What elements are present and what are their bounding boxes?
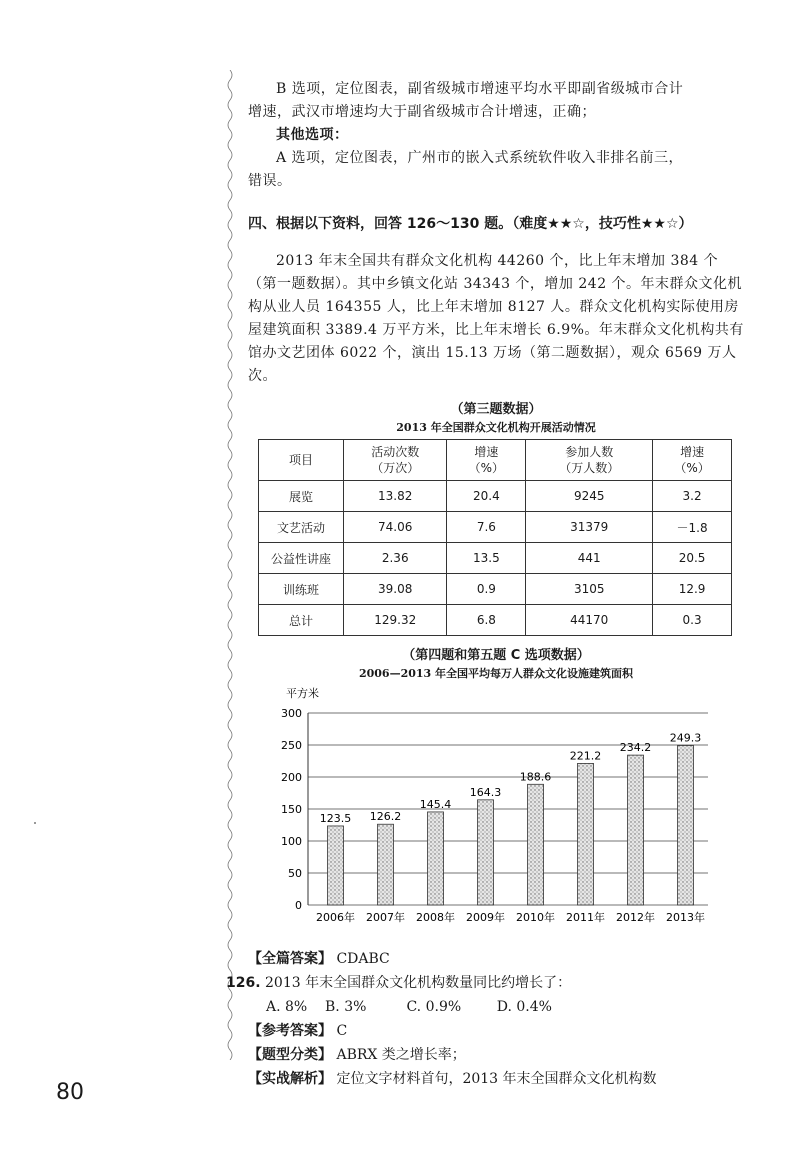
header-cell: 增速 （%）	[653, 440, 732, 481]
table-cell: 6.8	[447, 605, 526, 636]
question-126	[226, 971, 744, 995]
question-options: A. 8% B. 3% C. 0.9% D. 0.4%	[266, 999, 552, 1015]
analysis-line	[248, 1067, 744, 1091]
header-cell: 活动次数 （万次）	[344, 440, 447, 481]
section-heading: 四、根据以下资料，回答 126～130 题。（难度★★☆，技巧性★★☆）	[248, 216, 693, 232]
chart-caption: （第四题和第五题 C 选项数据）	[402, 648, 590, 663]
x-tick-label: 2012年	[616, 911, 655, 924]
bar	[678, 745, 694, 905]
stray-dot	[34, 822, 36, 824]
full-answer-line	[248, 947, 744, 971]
analysis-value: 定位文字材料首句，2013 年末全国群众文化机构数	[336, 1071, 657, 1087]
header-cell: 项目	[259, 440, 344, 481]
section-paragraph: 2013 年末全国共有群众文化机构 44260 个，比上年末增加 384 个（第一题数据）。其中乡镇文化站 34343 个，增加 242 个。年末群众文化机构从业人员 164355 人，比上年末增加 8127 人。群众文化机构实际使用房屋建筑面积 3389.4 万平方米，比上年末增长 6.9%。年末群众文化机构共有馆办文艺团体 6022 个，演出 15.13 万场（第二题数据），观众 6569 万人次。	[248, 253, 744, 384]
table-cell: 0.9	[447, 574, 526, 605]
a-option-line1: A 选项，定位图表，广州市的嵌入式系统软件收入非排名前三，	[276, 150, 684, 166]
table-cell: 9245	[526, 481, 653, 512]
y-tick-label: 200	[281, 771, 302, 784]
question-type-value: ABRX 类之增长率；	[336, 1047, 466, 1063]
b-option-line2: 增速，武汉市增速均大于副省级城市合计增速，正确；	[248, 104, 596, 120]
page-number: 80	[56, 1080, 84, 1105]
page-content	[226, 78, 744, 1091]
table-caption: （第三题数据）	[450, 402, 542, 417]
table-header-row	[259, 440, 732, 481]
x-tick-label: 2013年	[666, 911, 705, 924]
y-axis-label: 平方米	[286, 687, 319, 700]
table-row	[259, 605, 732, 636]
table-cell: 7.6	[447, 512, 526, 543]
table-row	[259, 481, 732, 512]
table-cell: 20.5	[653, 543, 732, 574]
reference-answer-line	[248, 1019, 744, 1043]
bar	[528, 784, 544, 905]
header-cell: 参加人数 （万人数）	[526, 440, 653, 481]
table-cell: 13.5	[447, 543, 526, 574]
a-option-line2: 错误。	[248, 173, 292, 189]
analysis-label: 【实战解析】	[248, 1071, 332, 1087]
table-title: 2013 年全国群众文化机构开展活动情况	[396, 421, 596, 434]
y-tick-label: 50	[288, 867, 302, 880]
table-cell: 13.82	[344, 481, 447, 512]
table-row	[259, 512, 732, 543]
chart-title: 2006—2013 年全国平均每万人群众文化设施建筑面积	[358, 667, 634, 680]
table-cell: 12.9	[653, 574, 732, 605]
b-option-line1: B 选项，定位图表，副省级城市增速平均水平即副省级城市合计	[276, 81, 684, 97]
full-answer-label: 【全篇答案】	[248, 951, 332, 967]
bar	[428, 812, 444, 905]
table-row	[259, 543, 732, 574]
y-tick-label: 150	[281, 803, 302, 816]
table-cell: 训练班	[259, 574, 344, 605]
margin-wavy-line	[226, 70, 234, 1060]
data-label: 126.2	[369, 810, 402, 824]
x-tick-label: 2006年	[316, 911, 355, 924]
table-cell: 20.4	[447, 481, 526, 512]
header-cell: 增速 （%）	[447, 440, 526, 481]
table-cell: 3105	[526, 574, 653, 605]
activity-table	[258, 439, 732, 636]
y-tick-label: 300	[281, 707, 302, 720]
table-cell: 0.3	[653, 605, 732, 636]
table-cell: 2.36	[344, 543, 447, 574]
y-tick-label: 0	[295, 899, 302, 912]
y-tick-label: 250	[281, 739, 302, 752]
table-cell: 74.06	[344, 512, 447, 543]
full-answer-value: CDABC	[336, 951, 390, 967]
table-cell: 3.2	[653, 481, 732, 512]
bar	[328, 826, 344, 905]
question-number: 126.	[226, 975, 261, 991]
y-tick-label: 100	[281, 835, 302, 848]
question-text: 2013 年末全国群众文化机构数量同比约增长了：	[265, 975, 572, 991]
table-row	[259, 574, 732, 605]
table-cell: 公益性讲座	[259, 543, 344, 574]
question-type-label: 【题型分类】	[248, 1047, 332, 1063]
bar-chart-svg	[258, 685, 738, 945]
bar	[628, 755, 644, 905]
table-cell: 441	[526, 543, 653, 574]
x-tick-label: 2008年	[416, 911, 455, 924]
data-label: 221.2	[569, 749, 602, 763]
table-cell: 总计	[259, 605, 344, 636]
x-tick-label: 2010年	[516, 911, 555, 924]
table-cell: 44170	[526, 605, 653, 636]
x-tick-label: 2011年	[566, 911, 605, 924]
bar-chart	[258, 685, 738, 945]
question-type-line	[248, 1043, 744, 1067]
reference-answer-label: 【参考答案】	[248, 1023, 332, 1039]
data-label: 164.3	[469, 785, 502, 799]
other-options-label: 其他选项：	[276, 127, 349, 143]
table-cell: 文艺活动	[259, 512, 344, 543]
data-label: 145.4	[419, 797, 452, 811]
table-cell: 129.32	[344, 605, 447, 636]
bar	[378, 824, 394, 905]
table-cell: －1.8	[653, 512, 732, 543]
bar	[578, 763, 594, 905]
reference-answer-value: C	[336, 1023, 348, 1039]
x-tick-label: 2009年	[466, 911, 505, 924]
table-cell: 39.08	[344, 574, 447, 605]
table-cell: 展览	[259, 481, 344, 512]
data-label: 234.2	[619, 741, 652, 755]
data-label: 188.6	[519, 770, 552, 784]
x-tick-label: 2007年	[366, 911, 405, 924]
data-label: 123.5	[319, 811, 352, 825]
bar	[478, 800, 494, 905]
table-cell: 31379	[526, 512, 653, 543]
data-label: 249.3	[669, 731, 702, 745]
